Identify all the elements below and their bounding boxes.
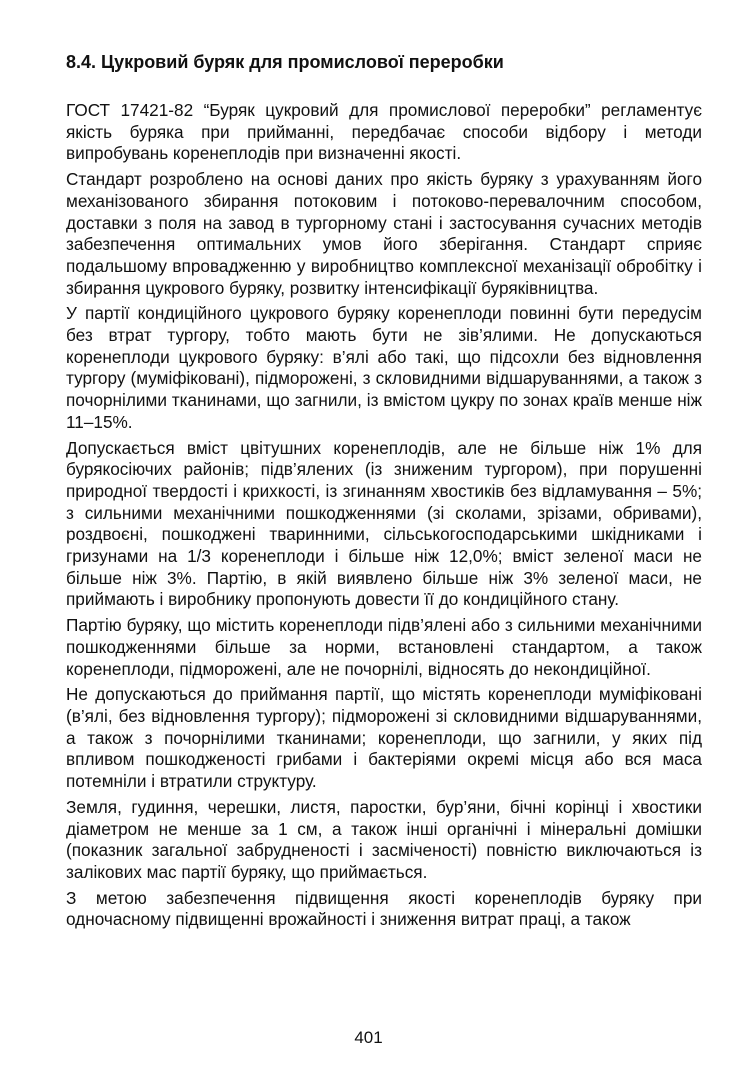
page-number: 401 [354,1028,383,1047]
paragraph-impurities: Земля, гудиння, черешки, листя, паростки, бур’яни, бічні корінці і хвостики діаметром не менше за 1 см, а також інші органічні і мінеральні домішки (показник загальної забрудненості і засміченості) повністю виключаються із залікових мас партії буряку, що приймається. [66,796,702,882]
paragraph-allowed-content: Допускається вміст цвітушних коренеплодів, але не більше ніж 1% для бурякосіючих районів; підв’ялених (із зниженим тургором), при порушенні природної твердості і крихкості, із згинанням хвостиків без відламування – 5%; з сильними механічними пошкодженнями (зі сколами, зрізами, обривами), роздвоєні, пошкоджені тваринними, сільськогосподарськими шкідниками і гризунами на 1/3 коренеплоди і більше ніж 12,0%; вміст зеленої маси не більше ніж 3%. Партію, в якій виявлено більше ніж 3% зеленої маси, не приймають і виробнику пропонують довести її до кондиційного стану. [66,437,702,610]
section-heading: 8.4. Цукровий буряк для промислової переробки [66,52,504,72]
paragraph-nonconditional: Партію буряку, що містить коренеплоди підв’ялені або з сильними механічними пошкодженнями більше за норми, встановлені стандартом, а також коренеплоди, підморожені, але не почорнілі, відносять до некондиційної. [66,615,702,679]
paragraph-not-accepted: Не допускаються до приймання партії, що містять коренеплоди муміфіковані (в’ялі, без відновлення тургору); підморожені зі скловидними відшаруваннями, а також з почорнілими тканинами; коренеплоди, що загнили, у яких під впливом пошкодженості грибами і бактеріями окремі місця або вся маса потемніли і втратили структуру. [66,684,702,792]
document-page [66,38,702,935]
paragraph-gost-intro: ГОСТ 17421-82 “Буряк цукровий для промислової переробки” регламентує якість буряка при прийманні, передбачає способи відбору і методи випробувань коренеплодів при визначенні якості. [66,100,702,164]
paragraph-quality-goal: З метою забезпечення підвищення якості коренеплодів буряку при одночасному підвищенні врожайності і зниження витрат праці, а також [66,887,702,930]
paragraph-conditional-batch: У партії кондиційного цукрового буряку коренеплоди повинні бути передусім без втрат тургору, тобто мають бути не зів’ялими. Не допускаються коренеплоди цукрового буряку: в’ялі або такі, що підсохли без відновлення тургору (муміфіковані), підморожені, з скловидними відшаруваннями, а також з почорнілими тканинами, що загнили, із вмістом цукру по зонах країв менше ніж 11–15%. [66,303,702,432]
paragraph-standard-basis: Стандарт розроблено на основі даних про якість буряку з урахуванням його механізованого збирання потоковим і потоково-перевалочним способом, доставки з поля на завод в тургорному стані і застосування сучасних методів забезпечення оптимальних умов його зберігання. Стандарт сприяє подальшому впровадженню у виробництво комплексної механізації обробітку і збирання цукрового буряку, розвитку інтенсифікації буряківництва. [66,169,702,298]
